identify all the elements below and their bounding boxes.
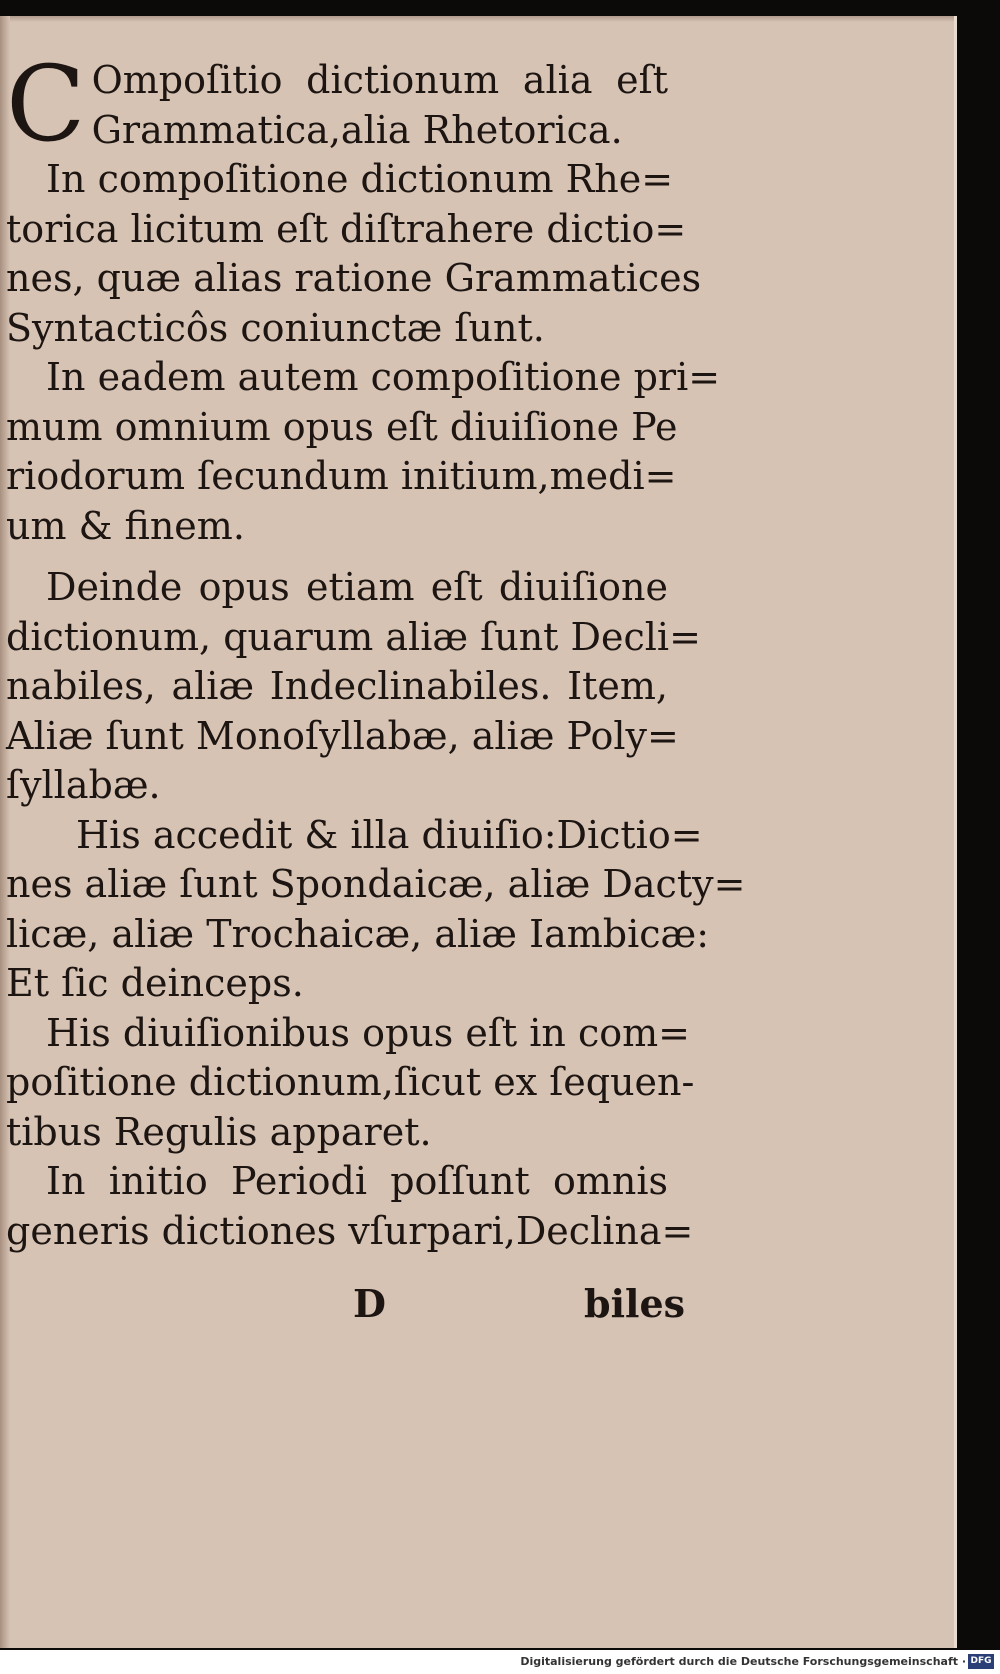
- text-line: generis dictiones vſurpari,Declina=: [6, 1208, 694, 1253]
- text-line: His diuiſionibus opus eſt in com=: [46, 1010, 690, 1055]
- dfg-logo: DFG: [968, 1654, 994, 1669]
- book-page: [0, 16, 957, 1648]
- text-line: ſyllabæ.: [6, 763, 161, 807]
- text-line: Aliæ ſunt Monoſyllabæ, aliæ Poly=: [6, 713, 679, 758]
- text-line: His accedit & illa diuiſio:Dictio=: [76, 812, 703, 857]
- text-line: Syntacticôs coniunctæ ſunt.: [6, 305, 545, 350]
- digitization-credit: Digitalisierung gefördert durch die Deutsche Forschungsgemeinschaft ·: [520, 1655, 966, 1668]
- page-text: [6, 43, 746, 1256]
- catchword: biles: [584, 1281, 686, 1326]
- text-line: torica licitum eſt diſtrahere dictio=: [6, 206, 687, 251]
- text-line: Et ſic deinceps.: [6, 961, 304, 1005]
- text-line: um & finem.: [6, 503, 245, 548]
- text-line: Deinde opus etiam eſt diuiſione: [46, 565, 668, 609]
- text-line: In eadem autem compoſitione pri=: [46, 355, 721, 399]
- page-top-edge: [0, 16, 954, 22]
- drop-cap: C: [6, 43, 86, 165]
- text-line: riodorum ſecundum initium,medi=: [6, 454, 677, 498]
- text-line: mum omnium opus eſt diuiſione Pe: [6, 404, 678, 449]
- text-line: Ompoſitio dictionum alia eſt: [91, 58, 668, 102]
- text-line: licæ, aliæ Trochaicæ, aliæ Iambicæ:: [6, 911, 710, 956]
- text-line: poſitione dictionum,ſicut ex ſequen-: [6, 1060, 695, 1104]
- text-line: nabiles, aliæ Indeclinabiles. Item,: [6, 664, 668, 708]
- text-line: In initio Periodi poſſunt omnis: [46, 1159, 668, 1203]
- text-line: nes aliæ ſunt Spondaicæ, aliæ Dacty=: [6, 862, 746, 906]
- text-line: In compoſitione dictionum Rhe=: [46, 157, 674, 201]
- signature-mark: D: [353, 1281, 386, 1326]
- text-line: dictionum, quarum aliæ ſunt Decli=: [6, 614, 701, 659]
- text-line: Grammatica,alia Rhetorica.: [91, 107, 623, 152]
- text-line: nes, quæ alias ratione Grammatices: [6, 256, 702, 300]
- page-footer: [0, 1281, 954, 1341]
- text-line: tibus Regulis apparet.: [6, 1109, 432, 1154]
- credit-bar: [0, 1650, 1000, 1674]
